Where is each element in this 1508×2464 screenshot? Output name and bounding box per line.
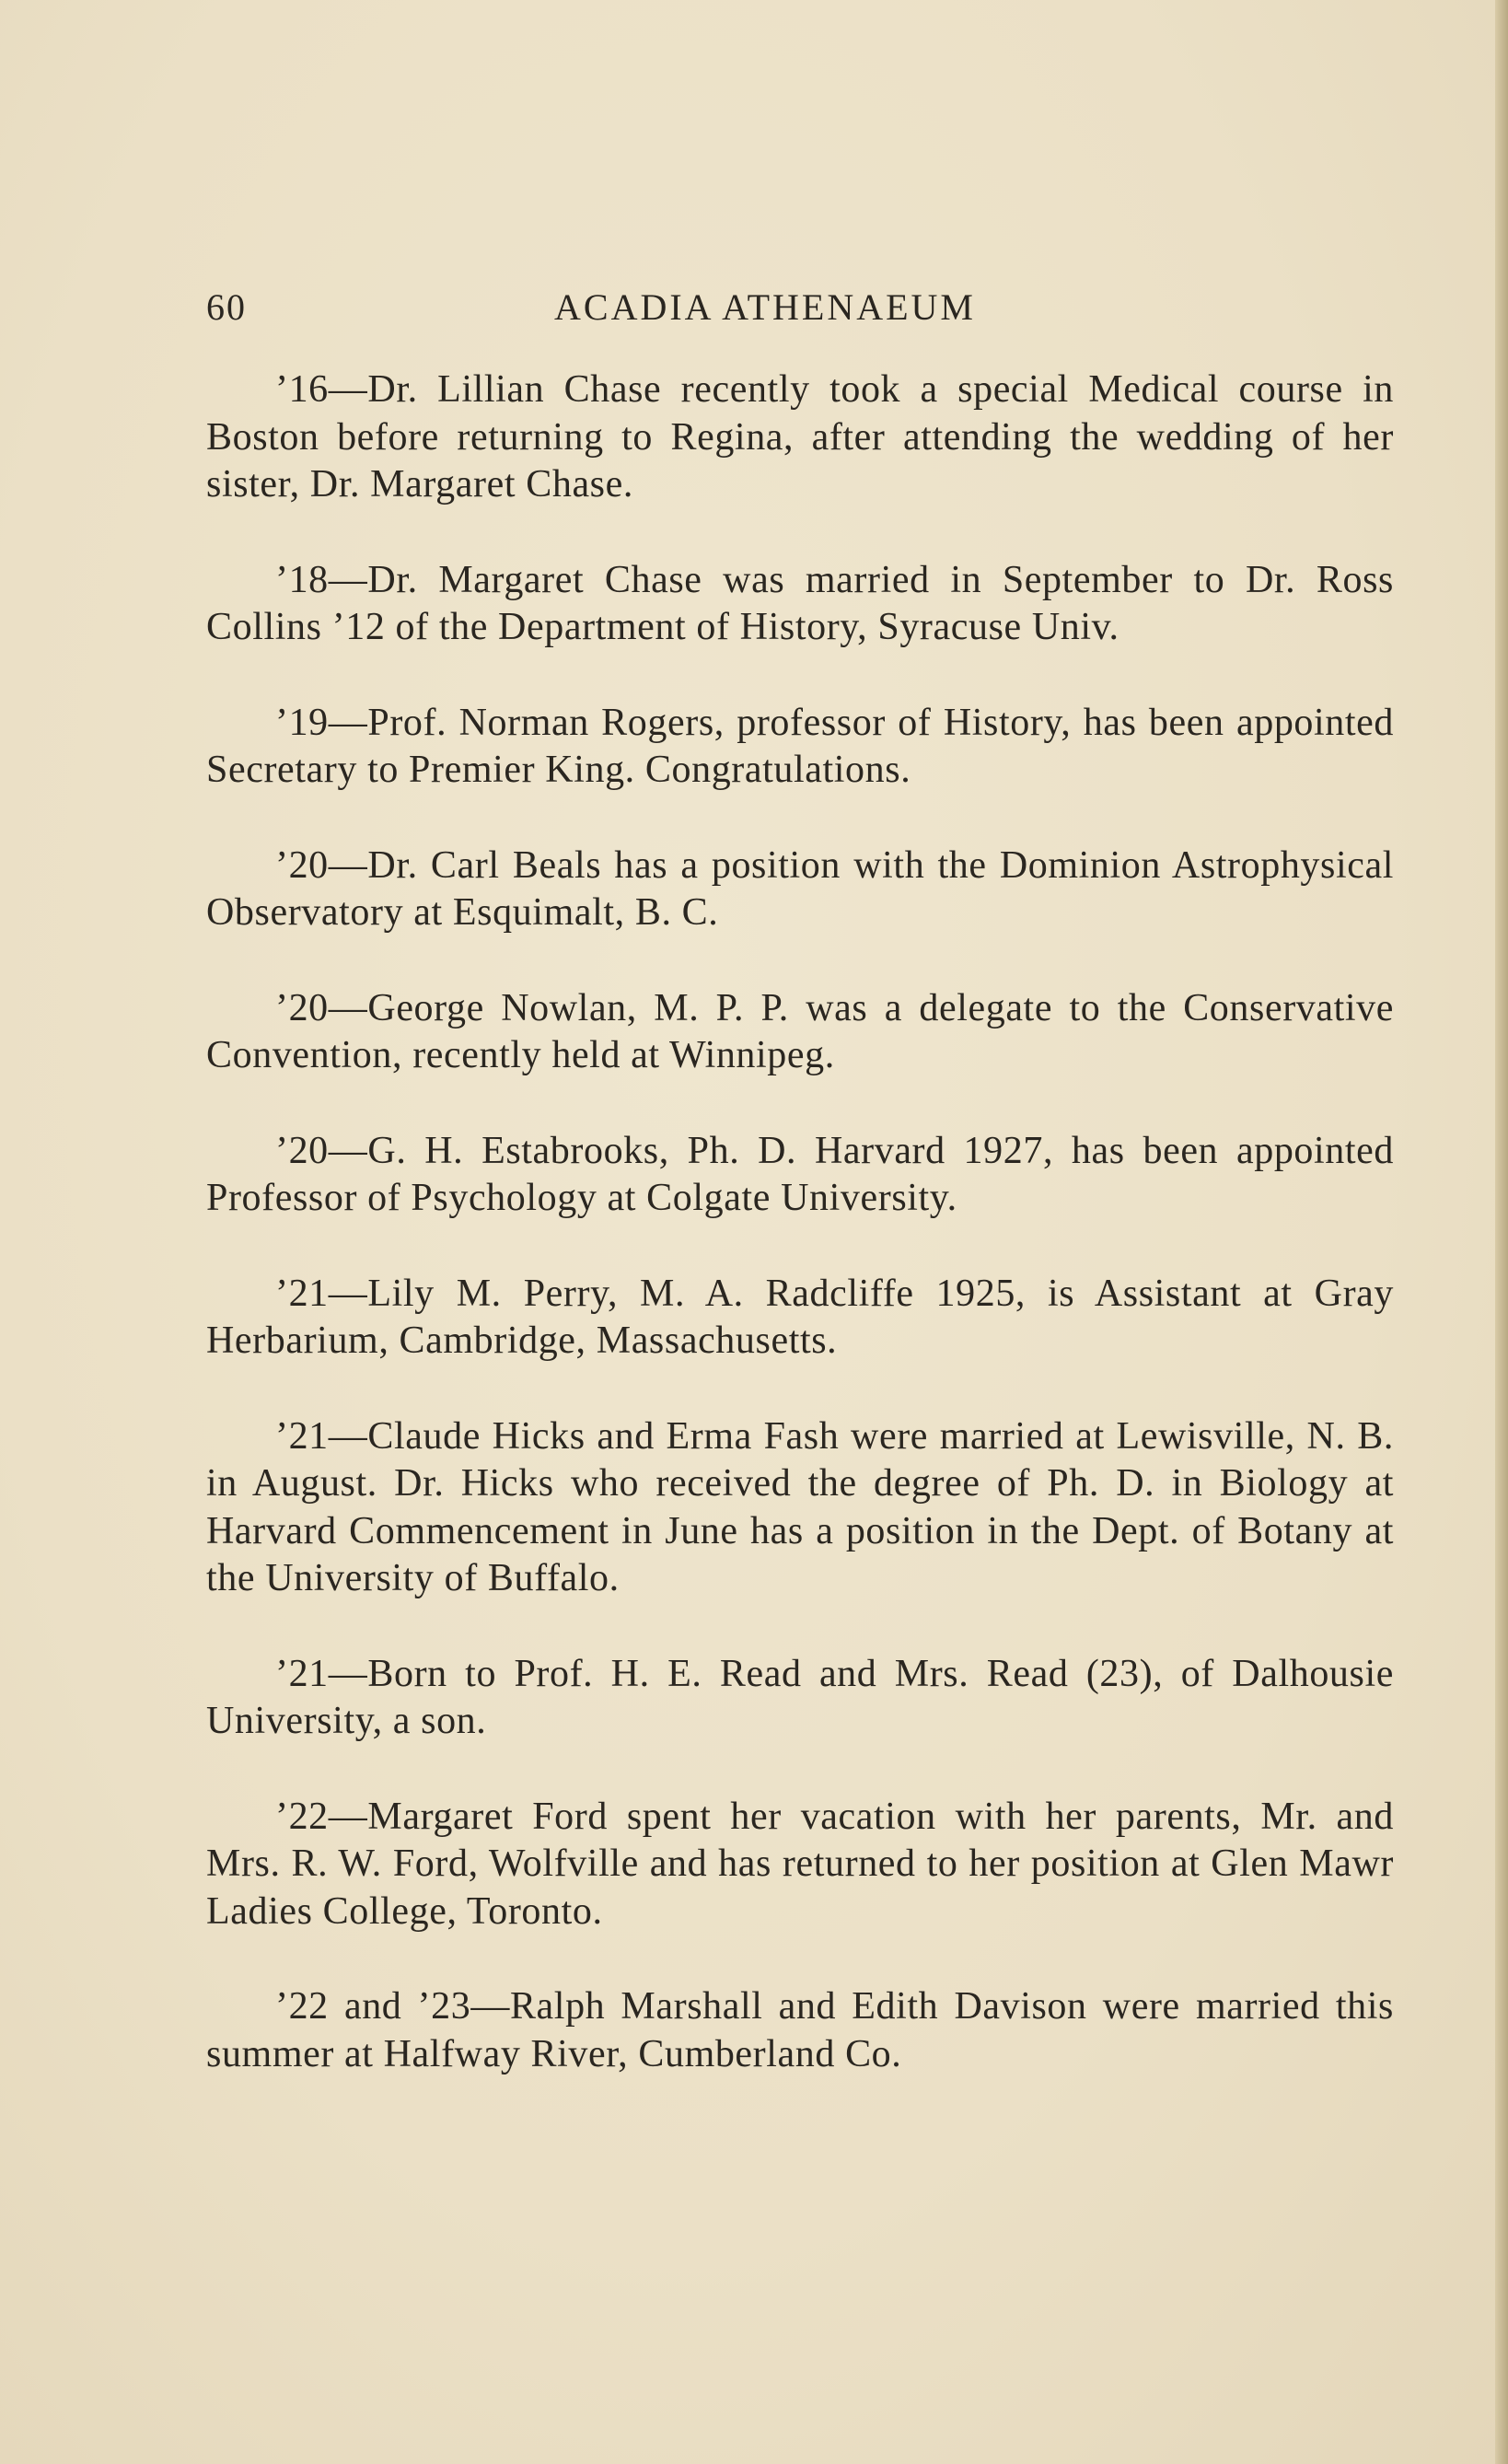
alumni-note-1919-norman-rogers: ’19—Prof. Norman Rogers, professor of History, has been appointed Secretary to Premier King. Congratulations. xyxy=(206,701,1394,791)
alumni-note-1921-read-birth: ’21—Born to Prof. H. E. Read and Mrs. Read (23), of Dalhousie University, a son. xyxy=(206,1652,1394,1742)
alumni-note-1921-claude-hicks: ’21—Claude Hicks and Erma Fash were married at Lewisville, N. B. in August. Dr. Hicks who received the degree of Ph. D. in Biology at Harvard Commencement in June has a position in the Dept. of Botany at the University of Buffalo. xyxy=(206,1414,1394,1599)
alumni-note-1922-margaret-ford: ’22—Margaret Ford spent her vacation with her parents, Mr. and Mrs. R. W. Ford, Wolfville and has returned to her position at Glen Mawr Ladies College, Toronto. xyxy=(206,1795,1394,1933)
alumni-note-1921-lily-perry: ’21—Lily M. Perry, M. A. Radcliffe 1925, is Assistant at Gray Herbarium, Cambridge, Massachusetts. xyxy=(206,1272,1394,1362)
alumni-note-1918-margaret-chase: ’18—Dr. Margaret Chase was married in September to Dr. Ross Collins ’12 of the Department of History, Syracuse Univ. xyxy=(206,558,1394,648)
running-title: ACADIA ATHENAEUM xyxy=(554,286,976,328)
alumni-note-1920-carl-beals: ’20—Dr. Carl Beals has a position with the Dominion Astrophysical Observatory at Esquimalt, B. C. xyxy=(206,843,1394,934)
alumni-notes xyxy=(206,366,1394,2126)
alumni-note-1922-1923-marshall-davison: ’22 and ’23—Ralph Marshall and Edith Davison were married this summer at Halfway River, Cumberland Co. xyxy=(206,1985,1394,2075)
page-header xyxy=(206,285,1394,337)
alumni-note-1920-estabrooks: ’20—G. H. Estabrooks, Ph. D. Harvard 1927, has been appointed Professor of Psychology at Colgate University. xyxy=(206,1129,1394,1219)
page-number: 60 xyxy=(206,286,247,328)
alumni-note-1920-george-nowlan: ’20—George Nowlan, M. P. P. was a delegate to the Conservative Convention, recently held at Winnipeg. xyxy=(206,986,1394,1076)
alumni-note-1916-lillian-chase: ’16—Dr. Lillian Chase recently took a special Medical course in Boston before returning to Regina, after attending the wedding of her sister, Dr. Margaret Chase. xyxy=(206,368,1394,506)
page-edge xyxy=(1495,0,1508,2464)
